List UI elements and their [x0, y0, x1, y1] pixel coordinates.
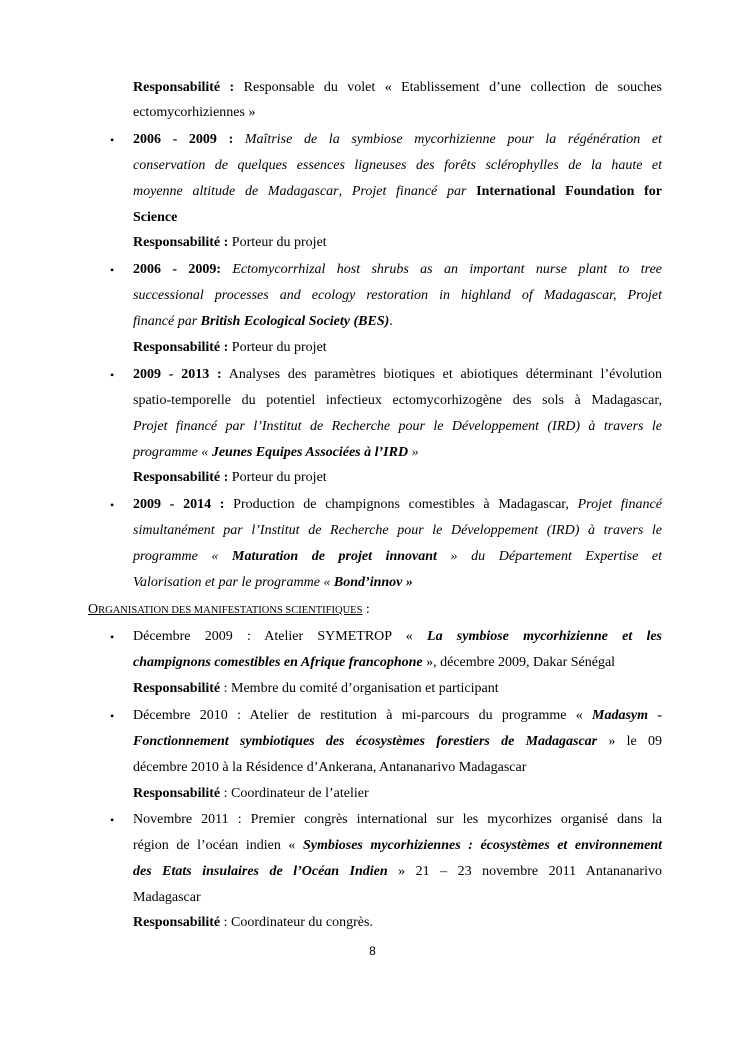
- heading-initial: O: [88, 602, 99, 617]
- project1-title-end: moyenne altitude de Madagascar: [133, 184, 339, 199]
- bullet-icon: •: [110, 498, 115, 512]
- bullet-icon: •: [110, 630, 115, 644]
- event3-title-end: des Etats insulaires de l’Océan Indien: [133, 864, 388, 879]
- project4-years: 2009 - 2014 :: [133, 497, 225, 512]
- project4-programme-2: Bond’innov »: [333, 575, 413, 590]
- responsibility-label: Responsabilité :: [133, 80, 235, 95]
- project2-funder: British Ecological Society (BES): [200, 314, 390, 329]
- project1-responsibility: [133, 234, 327, 252]
- project1-funder: International Foundation for: [476, 184, 663, 199]
- bullet-icon: •: [110, 368, 115, 382]
- project4-line4: [133, 574, 413, 592]
- project3-title: Analyses des paramètres biotiques et abiotiques déterminant l’évolution: [221, 367, 662, 382]
- project4-programme: Maturation de projet innovant: [232, 549, 437, 564]
- prev-project-responsibility-line1: [133, 79, 662, 97]
- project2-responsibility: [133, 339, 327, 357]
- event1-title: La symbiose mycorhizienne et les: [427, 629, 662, 644]
- responsibility-label: Responsabilité: [133, 681, 221, 696]
- responsibility-text: : Membre du comité d’organisation et participant: [220, 681, 499, 696]
- period: .: [389, 314, 393, 329]
- project3-line3: Projet financé par l’Institut de Recherche pour le Développement (IRD) à travers le: [133, 419, 662, 434]
- event1-title-end: champignons comestibles en Afrique francophone: [133, 655, 423, 670]
- event2-responsibility: [133, 785, 369, 803]
- responsibility-text: Porteur du projet: [228, 340, 327, 355]
- project4-title: Production de champignons comestibles à Madagascar,: [224, 497, 578, 512]
- event1-date: Décembre 2009 : Atelier SYMETROP «: [133, 629, 428, 644]
- quote-close: »: [408, 445, 419, 460]
- bullet-icon: •: [110, 263, 115, 277]
- responsibility-text: Porteur du projet: [228, 235, 327, 250]
- responsibility-label: Responsabilité: [133, 786, 221, 801]
- event1-line2: [133, 654, 615, 672]
- bullet-icon: •: [110, 709, 115, 723]
- page-number: 8: [369, 944, 376, 958]
- responsibility-label: Responsabilité :: [133, 470, 229, 485]
- event2-title-end: Fonctionnement symbiotiques des écosystèmes forestiers de Madagascar: [133, 734, 598, 749]
- bullet-icon: •: [110, 133, 115, 147]
- responsibility-label: Responsabilité :: [133, 340, 229, 355]
- project2-line1: [133, 261, 662, 279]
- event3-line4: Madagascar: [133, 890, 201, 905]
- bullet-icon: •: [110, 813, 115, 827]
- responsibility-label: Responsabilité :: [133, 235, 229, 250]
- project4-line2: simultanément par l’Institut de Recherche pour le Développement (IRD) à travers le: [133, 523, 662, 538]
- project2-funding-cont: financé par: [133, 314, 201, 329]
- section-heading: [88, 601, 370, 620]
- event3-line1: Novembre 2011 : Premier congrès international sur les mycorhizes organisé dans la: [133, 812, 662, 827]
- project3-line4: [133, 444, 419, 462]
- event2-line2: [133, 733, 662, 751]
- project1-years: 2006 - 2009 :: [133, 132, 234, 147]
- project1-line1: [133, 131, 662, 149]
- responsibility-label: Responsabilité: [133, 915, 221, 930]
- project4-line1: [133, 496, 662, 514]
- project3-line1: [133, 366, 662, 384]
- event1-responsibility: [133, 680, 499, 698]
- project1-funding: Projet financé par: [351, 184, 477, 199]
- project2-years: 2006 - 2009:: [133, 262, 222, 277]
- responsibility-text: Porteur du projet: [228, 470, 327, 485]
- quote-open: programme «: [133, 549, 233, 564]
- event3-line2: [133, 837, 662, 855]
- event2-title: Madasym -: [592, 708, 662, 723]
- project3-responsibility: [133, 469, 327, 487]
- event3-date: » 21 – 23 novembre 2011 Antananarivo: [387, 864, 662, 879]
- project1-line3: [133, 183, 662, 201]
- project3-years: 2009 - 2013 :: [133, 367, 222, 382]
- responsibility-text: : Coordinateur du congrès.: [220, 915, 373, 930]
- project3-programme: Jeunes Equipes Associées à l’IRD: [211, 445, 409, 460]
- heading-text: RGANISATION DES MANIFESTATIONS SCIENTIFIQUES: [98, 605, 363, 616]
- event3-responsibility: [133, 914, 373, 932]
- heading-colon: :: [362, 602, 370, 617]
- responsibility-text: Responsable du volet « Etablissement d’une collection de souches: [234, 80, 662, 95]
- event3-region: région de l’océan indien «: [133, 838, 303, 853]
- event2-date-end: » le 09: [597, 734, 662, 749]
- responsibility-text: : Coordinateur de l’atelier: [220, 786, 369, 801]
- event3-line3: [133, 863, 662, 881]
- event1-location: », décembre 2009, Dakar Sénégal: [422, 655, 616, 670]
- project2-line2: [133, 287, 662, 305]
- project2-line3: [133, 313, 393, 331]
- project2-title: Ectomycorrhizal host shrubs as an important nurse plant to tree: [221, 262, 662, 277]
- separator: ,: [338, 184, 352, 199]
- project4-funding: Projet financé: [577, 497, 662, 512]
- project2-funding: , Projet: [612, 288, 662, 303]
- event2-line1: [133, 707, 662, 725]
- event3-title: Symbioses mycorhiziennes : écosystèmes et environnement: [302, 838, 662, 853]
- project2-title-end: successional processes and ecology restoration in highland of Madagascar: [133, 288, 613, 303]
- project3-line2: spatio-temporelle du potentiel infectieux ectomycorhizogène des sols à Madagascar,: [133, 393, 662, 408]
- event1-line1: [133, 628, 662, 646]
- quote-open: programme «: [133, 445, 212, 460]
- project4-line3: [133, 548, 662, 566]
- project1-title: Maîtrise de la symbiose mycorhizienne pour la régénération et: [233, 132, 662, 147]
- project4-department: » du Département Expertise et: [436, 549, 663, 564]
- project4-valorisation: Valorisation et par le programme «: [133, 575, 334, 590]
- project1-line2: conservation de quelques essences ligneuses des forêts sclérophylles de la haute et: [133, 158, 662, 173]
- prev-project-responsibility-line2: ectomycorhiziennes »: [133, 105, 256, 120]
- event2-line3: décembre 2010 à la Résidence d’Ankerana, Antananarivo Madagascar: [133, 760, 527, 775]
- event2-date: Décembre 2010 : Atelier de restitution à mi-parcours du programme «: [133, 708, 593, 723]
- project1-line4: Science: [133, 210, 178, 225]
